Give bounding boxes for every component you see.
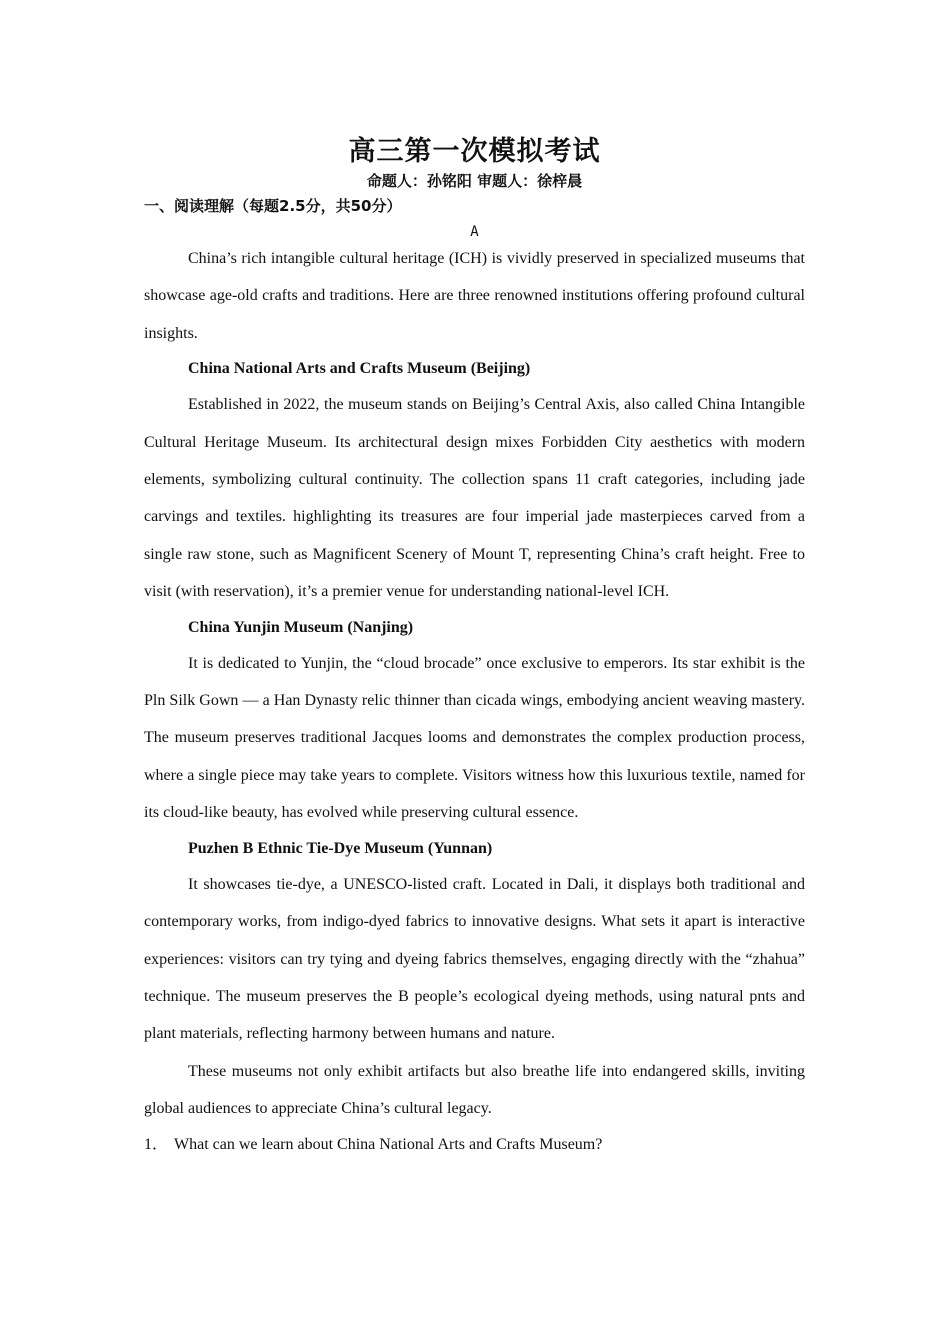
exam-authors: 命题人：孙铭阳 审题人：徐梓晨 bbox=[366, 172, 583, 190]
museum-heading-nanjing: China Yunjin Museum (Nanjing) bbox=[188, 618, 414, 636]
section-heading: 一、阅读理解（每题2.5分，共50分） bbox=[144, 197, 402, 215]
question-number: 1． bbox=[144, 1135, 169, 1153]
passage-conclusion: These museums not only exhibit artifacts but also breathe life into endangered skills, inviting global audiences to appreciate China’s cultural legacy. bbox=[144, 1062, 805, 1118]
museum-heading-beijing: China National Arts and Crafts Museum (Beijing) bbox=[188, 360, 531, 378]
museum-heading-yunnan: Puzhen B Ethnic Tie-Dye Museum (Yunnan) bbox=[188, 839, 493, 857]
museum-body-yunnan: It showcases tie-dye, a UNESCO-listed craft. Located in Dali, it displays both traditional and contemporary works, from indigo-dyed fabrics to innovative designs. What sets it apart is interactive experiences: visitors can try tying and dyeing fabrics themselves, engaging directly with the “zhahua” technique. The museum preserves the B people’s ecological dyeing methods, using natural pnts and plant materials, reflecting harmony between humans and nature. bbox=[144, 875, 805, 1043]
question-item bbox=[144, 1128, 805, 1162]
museum-body-nanjing: It is dedicated to Yunjin, the “cloud brocade” once exclusive to emperors. Its star exhibit is the Pln Silk Gown — a Han Dynasty relic thinner than cicada wings, embodying ancient weaving mastery. The museum preserves traditional Jacques looms and demonstrates the complex production process, where a single piece may take years to complete. Visitors witness how this luxurious textile, named for its cloud-like beauty, has evolved while preserving cultural essence. bbox=[144, 654, 805, 822]
passage-label: A bbox=[470, 224, 479, 240]
exam-title: 高三第一次模拟考试 bbox=[348, 136, 601, 167]
question-text: What can we learn about China National Arts and Crafts Museum? bbox=[174, 1135, 603, 1153]
passage-intro: China’s rich intangible cultural heritage (ICH) is vividly preserved in specialized museums that showcase age-old crafts and traditions. Here are three renowned institutions offering profound cultural insights. bbox=[144, 250, 805, 342]
museum-body-beijing: Established in 2022, the museum stands on Beijing’s Central Axis, also called China Intangible Cultural Heritage Museum. Its architectural design mixes Forbidden City aesthetics with modern elements, symbolizing cultural continuity. The collection spans 11 craft categories, including jade carvings and textiles. highlighting its treasures are four imperial jade masterpieces carved from a single raw stone, such as Magnificent Scenery of Mount T, representing China’s craft height. Free to visit (with reservation), it’s a premier venue for understanding national-level ICH. bbox=[144, 396, 805, 601]
exam-page bbox=[144, 126, 805, 1162]
